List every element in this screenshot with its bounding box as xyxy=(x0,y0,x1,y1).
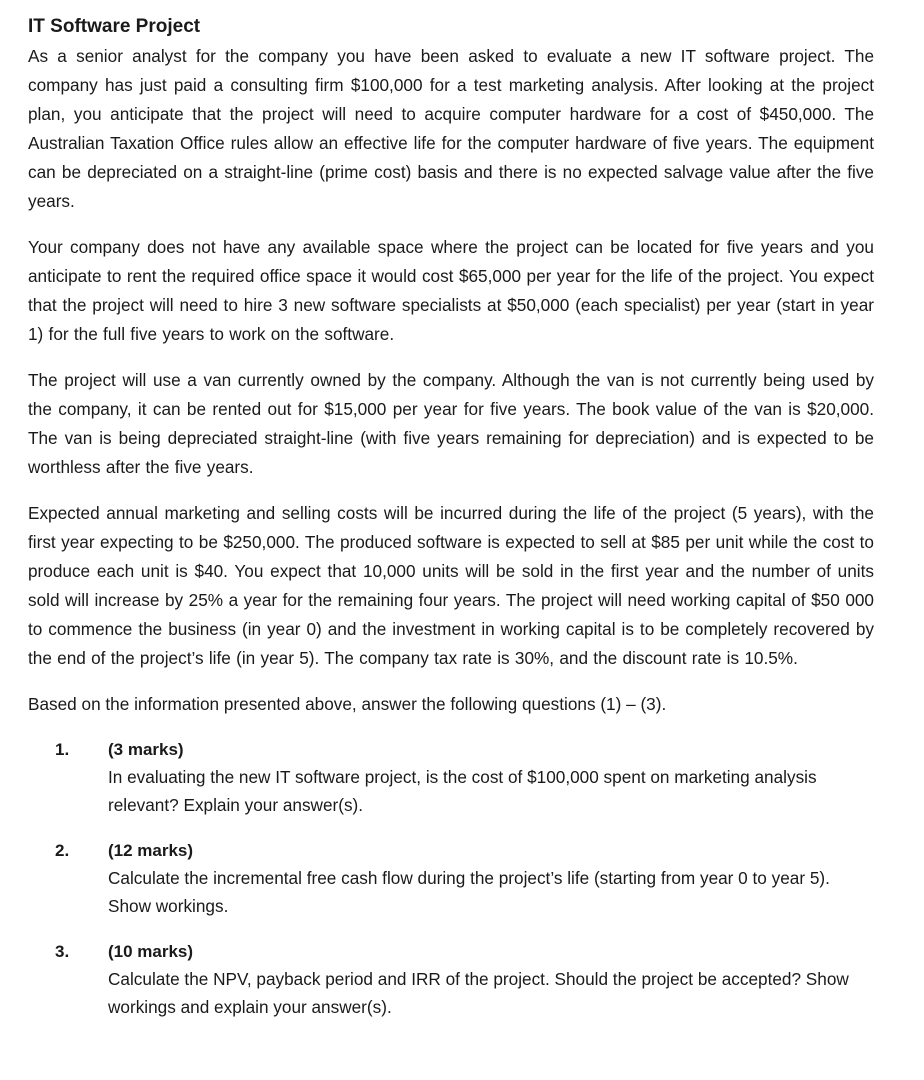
question-number: 3. xyxy=(55,942,70,961)
question-item xyxy=(28,737,874,819)
question-text: In evaluating the new IT software project, is the cost of $100,000 spent on marketing analysis relevant? Explain your answer(s). xyxy=(108,767,817,815)
question-item xyxy=(28,939,874,1021)
paragraph-van: The project will use a van currently owned by the company. Although the van is not currently being used by the company, it can be rented out for $15,000 per year for five years. The book value of the van is $20,000. The van is being depreciated straight-line (with five years remaining for depreciation) and is expected to be worthless after the five years. xyxy=(28,370,874,477)
document-title: IT Software Project xyxy=(28,16,201,37)
question-text: Calculate the NPV, payback period and IRR of the project. Should the project be accepted? Show workings and explain your answer(s). xyxy=(108,969,849,1017)
paragraph-sales-and-costs: Expected annual marketing and selling costs will be incurred during the life of the project (5 years), with the first year expecting to be $250,000. The produced software is expected to sell at $85 per unit while the cost to produce each unit is $40. You expect that 10,000 units will be sold in the first year and the number of units sold will increase by 25% a year for the remaining four years. The project will need working capital of $50 000 to commence the business (in year 0) and the investment in working capital is to be completely recovered by the end of the project’s life (in year 5). The company tax rate is 30%, and the discount rate is 10.5%. xyxy=(28,503,874,668)
question-marks: (12 marks) xyxy=(108,841,194,860)
question-number: 2. xyxy=(55,841,70,860)
paragraph-project-overview: As a senior analyst for the company you have been asked to evaluate a new IT software project. The company has just paid a consulting firm $100,000 for a test marketing analysis. After looking at the project plan, you anticipate that the project will need to acquire computer hardware for a cost of $450,000. The Australian Taxation Office rules allow an effective life for the computer hardware of five years. The equipment can be depreciated on a straight-line (prime cost) basis and there is no expected salvage value after the five years. xyxy=(28,46,874,211)
question-text: Calculate the incremental free cash flow during the project’s life (starting from year 0 to year 5). Show workings. xyxy=(108,868,830,916)
questions-intro: Based on the information presented above, answer the following questions (1) – (3). xyxy=(28,694,667,714)
paragraph-office-and-staff: Your company does not have any available space where the project can be located for five years and you anticipate to rent the required office space it would cost $65,000 per year for the life of the project. You expect that the project will need to hire 3 new software specialists at $50,000 (each specialist) per year (start in year 1) for the full five years to work on the software. xyxy=(28,237,874,344)
question-marks: (10 marks) xyxy=(108,942,194,961)
question-marks: (3 marks) xyxy=(108,740,184,759)
question-list xyxy=(28,737,874,1021)
question-item xyxy=(28,838,874,920)
question-number: 1. xyxy=(55,740,70,759)
